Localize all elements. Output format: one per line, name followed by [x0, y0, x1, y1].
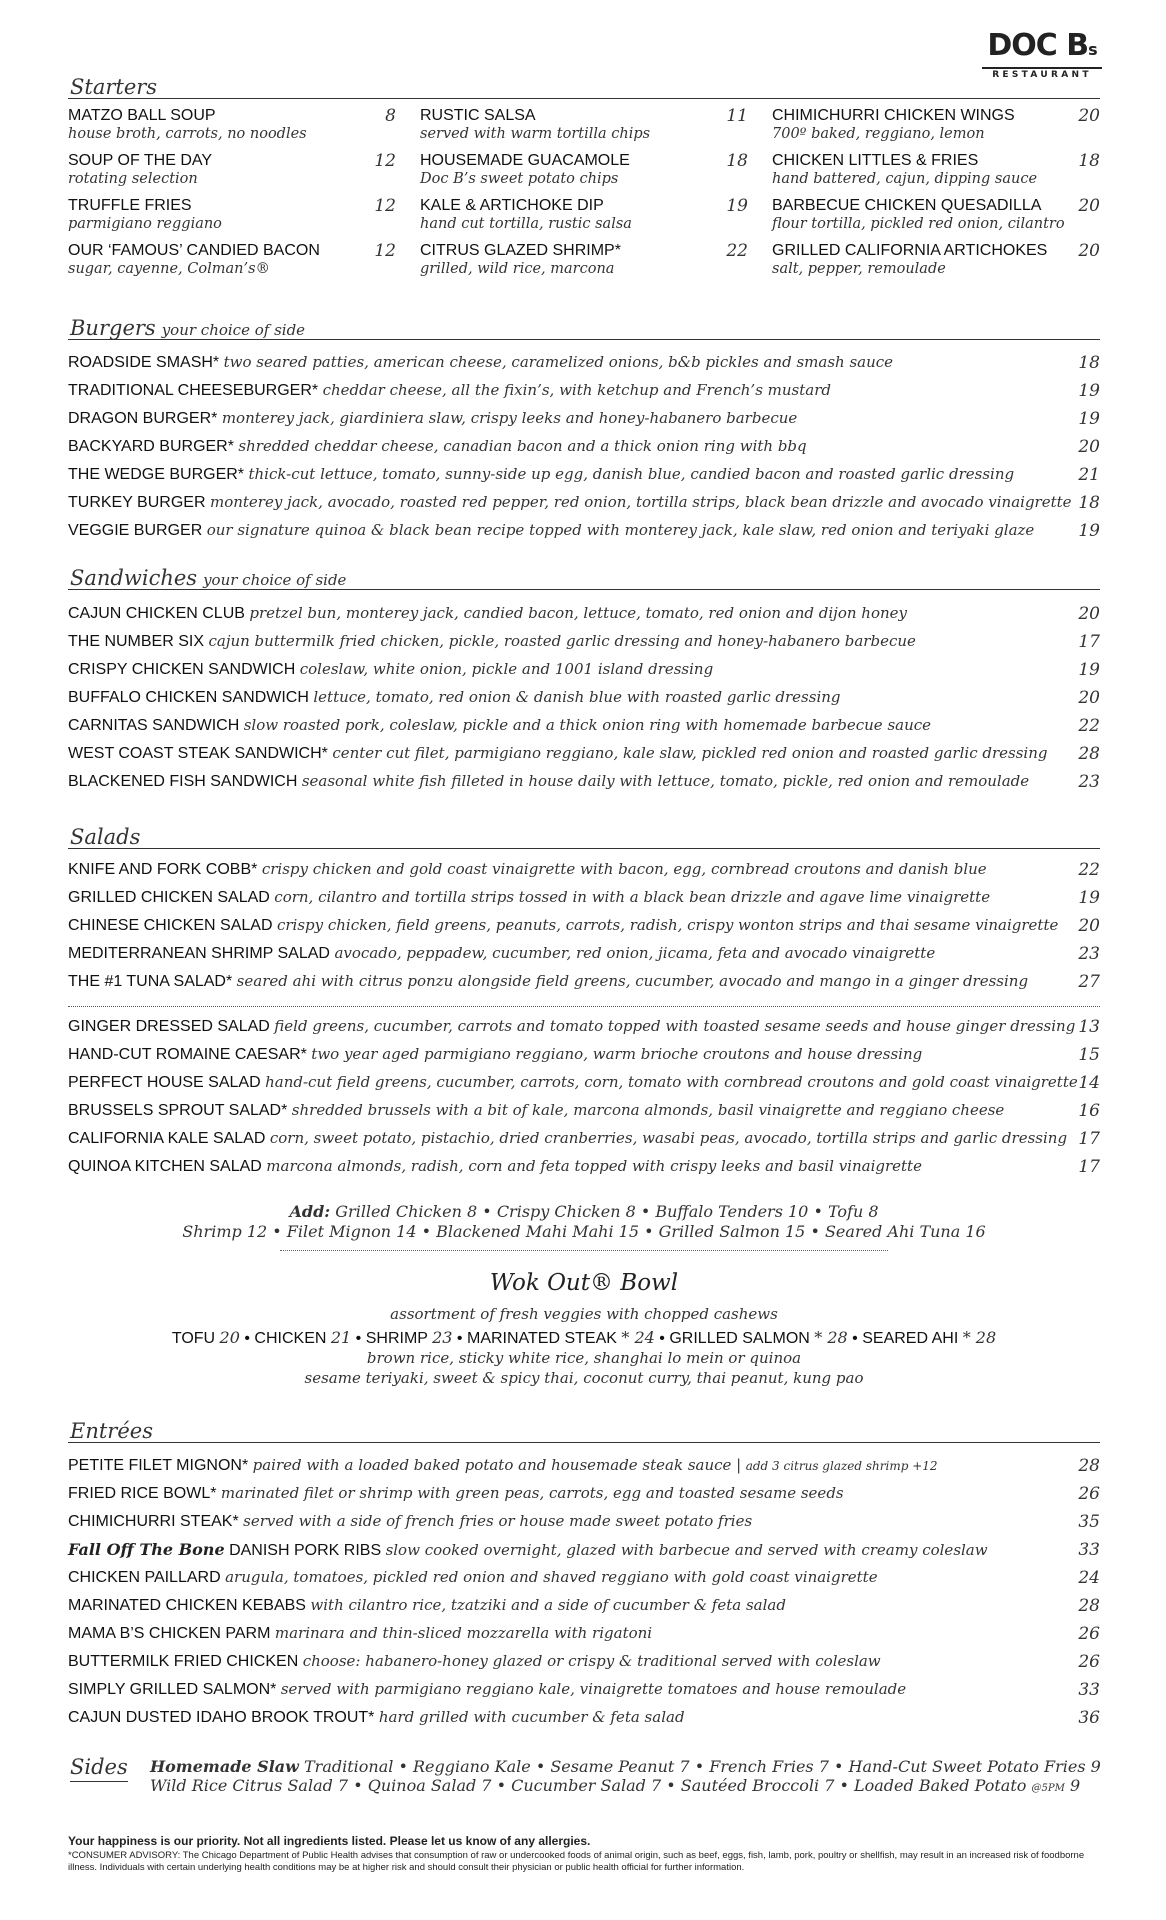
salads-header — [68, 822, 1100, 849]
item-name: ROADSIDE SMASH* — [68, 354, 220, 371]
menu-item — [68, 1652, 1100, 1680]
menu-item — [68, 353, 1100, 381]
menu-item — [68, 196, 396, 241]
menu-item — [68, 972, 1100, 1000]
item-name: HOUSEMADE GUACAMOLE — [420, 152, 630, 169]
wok-option-price: * 28 — [814, 1328, 848, 1347]
item-description: sugar, cayenne, Colman’s® — [68, 261, 271, 277]
burgers-section — [68, 313, 1100, 541]
item-description: marinara and thin-sliced mozzarella with rigatoni — [274, 1624, 653, 1642]
sandwiches-list — [68, 604, 1100, 800]
menu-item — [772, 106, 1100, 151]
item-description: pretzel bun, monterey jack, candied bacon, lettuce, tomato, red onion and dijon honey — [249, 604, 907, 622]
item-description: corn, sweet potato, pistachio, dried cranberries, wasabi peas, avocado, tortilla strips and garlic dressing — [269, 1129, 1068, 1147]
menu-item — [68, 1073, 1100, 1101]
item-name: CARNITAS SANDWICH — [68, 717, 240, 734]
item-price: 26 — [1078, 1624, 1100, 1644]
item-description: crispy chicken and gold coast vinaigrette with bacon, egg, cornbread croutons and danish blue — [261, 860, 987, 878]
salad-add-ons: Add: Grilled Chicken 8 • Crispy Chicken 8 • Buffalo Tenders 10 • Tofu 8 Shrimp 12 • Filet Mignon 14 • Blackened Mahi Mahi 15 • Grilled Salmon 15 • Seared Ahi Tuna 16 — [68, 1202, 1100, 1251]
item-description: served with warm tortilla chips — [420, 126, 651, 142]
item-price: 20 — [1078, 106, 1100, 126]
menu-item — [68, 1157, 1100, 1185]
menu-item — [68, 772, 1100, 800]
item-name: CRISPY CHICKEN SANDWICH — [68, 661, 296, 678]
item-description: hand-cut field greens, cucumber, carrots, corn, tomato with cornbread croutons and gold coast vinaigrette — [265, 1073, 1078, 1091]
item-price: 20 — [1078, 916, 1100, 936]
item-name: OUR ‘FAMOUS’ CANDIED BACON — [68, 242, 320, 259]
wok-option-price: 20 — [219, 1328, 240, 1347]
item-name: GRILLED CHICKEN SALAD — [68, 889, 270, 906]
item-description: seared ahi with citrus ponzu alongside field greens, cucumber, avocado and mango in a ginger dressing — [236, 972, 1029, 990]
menu-item — [68, 437, 1100, 465]
menu-item — [68, 888, 1100, 916]
item-name: CHIMICHURRI STEAK* — [68, 1513, 239, 1530]
item-name: WEST COAST STEAK SANDWICH* — [68, 745, 328, 762]
menu-item — [68, 1129, 1100, 1157]
starters-column — [68, 106, 396, 286]
item-description: crispy chicken, field greens, peanuts, carrots, radish, crispy wonton strips and thai sesame vinaigrette — [276, 916, 1059, 934]
item-description: served with parmigiano reggiano kale, vinaigrette tomatoes and house remoulade — [280, 1680, 907, 1698]
item-price: 27 — [1078, 972, 1100, 992]
burgers-header — [68, 313, 1100, 340]
menu-item — [68, 1708, 1100, 1736]
item-note-text: add 3 citrus glazed shrimp +12 — [745, 1459, 938, 1473]
section-title: Entrées — [70, 1419, 153, 1443]
divider — [68, 1006, 1100, 1007]
menu-item — [68, 632, 1100, 660]
item-note — [746, 1456, 938, 1474]
item-price: 23 — [1078, 772, 1100, 792]
item-name: FRIED RICE BOWL* — [68, 1485, 217, 1502]
sandwiches-section — [68, 563, 1100, 792]
item-price: 12 — [374, 241, 396, 261]
item-name: BACKYARD BURGER* — [68, 438, 234, 455]
item-name: MAMA B’S CHICKEN PARM — [68, 1625, 271, 1642]
entrees-section — [68, 1416, 1100, 1728]
menu-item — [68, 660, 1100, 688]
item-name: MATZO BALL SOUP — [68, 107, 216, 124]
item-name: DANISH PORK RIBS — [229, 1542, 382, 1559]
wok-option-name: SEARED AHI — [862, 1330, 959, 1347]
salads-section — [68, 822, 1100, 1177]
divider — [280, 1250, 888, 1251]
item-name: CHIMICHURRI CHICKEN WINGS — [772, 107, 1015, 124]
item-name: PETITE FILET MIGNON* — [68, 1457, 249, 1474]
item-description: parmigiano reggiano — [68, 216, 222, 232]
item-description: slow cooked overnight, glazed with barbecue and served with creamy coleslaw — [385, 1541, 988, 1559]
item-name: THE #1 TUNA SALAD* — [68, 973, 233, 990]
item-price: 16 — [1078, 1101, 1100, 1121]
item-price: 13 — [1078, 1017, 1100, 1037]
item-description: center cut filet, parmigiano reggiano, kale slaw, pickled red onion and roasted garlic dressing — [332, 744, 1048, 762]
item-price: 20 — [1078, 604, 1100, 624]
item-description: cajun buttermilk fried chicken, pickle, roasted garlic dressing and honey-habanero barbecue — [208, 632, 916, 650]
item-description: marcona almonds, radish, corn and feta topped with crispy leeks and basil vinaigrette — [266, 1157, 922, 1175]
separator: • — [654, 1330, 670, 1347]
item-price: 8 — [385, 106, 396, 126]
section-title: Starters — [70, 75, 158, 99]
item-description: slow roasted pork, coleslaw, pickle and a thick onion ring with homemade barbecue sauce — [243, 716, 932, 734]
menu-item — [68, 521, 1100, 549]
wok-option-name: TOFU — [171, 1330, 216, 1347]
menu-item — [420, 151, 748, 196]
menu-item — [68, 381, 1100, 409]
menu-item — [68, 1596, 1100, 1624]
item-name: BUFFALO CHICKEN SANDWICH — [68, 689, 309, 706]
menu-item — [68, 860, 1100, 888]
item-name: GRILLED CALIFORNIA ARTICHOKES — [772, 242, 1048, 259]
item-description: with cilantro rice, tzatziki and a side of cucumber & feta salad — [310, 1596, 786, 1614]
item-description: thick-cut lettuce, tomato, sunny-side up egg, danish blue, candied bacon and roasted garlic dressing — [248, 465, 1015, 483]
item-description: cheddar cheese, all the fixin’s, with ketchup and French’s mustard — [322, 381, 831, 399]
wok-option-name: SHRIMP — [365, 1330, 428, 1347]
starters-section — [68, 72, 1100, 302]
item-price: 26 — [1078, 1652, 1100, 1672]
menu-item — [68, 1456, 1100, 1484]
item-description: our signature quinoa & black bean recipe topped with monterey jack, kale slaw, red onion and teriyaki glaze — [206, 521, 1035, 539]
item-name: TRADITIONAL CHEESEBURGER* — [68, 382, 319, 399]
starters-column — [772, 106, 1100, 286]
item-price: 28 — [1078, 744, 1100, 764]
item-name: CALIFORNIA KALE SALAD — [68, 1130, 266, 1147]
item-price: 21 — [1078, 465, 1100, 485]
item-price: 19 — [1078, 521, 1100, 541]
menu-item — [68, 465, 1100, 493]
item-name: CHINESE CHICKEN SALAD — [68, 917, 273, 934]
item-price: 36 — [1078, 1708, 1100, 1728]
menu-item — [68, 744, 1100, 772]
item-price: 18 — [1078, 151, 1100, 171]
wok-option-price: 23 — [432, 1328, 453, 1347]
item-description: field greens, cucumber, carrots and tomato topped with toasted sesame seeds and house ginger dressing — [274, 1017, 1076, 1035]
item-name: BARBECUE CHICKEN QUESADILLA — [772, 197, 1042, 214]
menu-item — [772, 241, 1100, 286]
item-name: CHICKEN PAILLARD — [68, 1569, 221, 1586]
restaurant-logo: DOC Bs RESTAURANT — [982, 30, 1102, 80]
item-name: QUINOA KITCHEN SALAD — [68, 1158, 262, 1175]
item-price: 28 — [1078, 1456, 1100, 1476]
item-price: 15 — [1078, 1045, 1100, 1065]
item-description: marinated filet or shrimp with green peas, carrots, egg and toasted sesame seeds — [220, 1484, 844, 1502]
wok-option-price: * 28 — [962, 1328, 997, 1347]
item-description: rotating selection — [68, 171, 198, 187]
separator: • — [452, 1330, 467, 1347]
menu-item — [68, 688, 1100, 716]
item-price: 19 — [1078, 660, 1100, 680]
section-title: Sides — [70, 1755, 128, 1782]
item-name: PERFECT HOUSE SALAD — [68, 1074, 261, 1091]
item-name: DRAGON BURGER* — [68, 410, 218, 427]
item-description: two year aged parmigiano reggiano, warm brioche croutons and house dressing — [311, 1045, 923, 1063]
item-description: shredded brussels with a bit of kale, marcona almonds, basil vinaigrette and reggiano cheese — [291, 1101, 1005, 1119]
menu-item — [68, 493, 1100, 521]
item-price: 18 — [726, 151, 748, 171]
item-description: monterey jack, avocado, roasted red pepper, red onion, tortilla strips, black bean drizzle and avocado vinaigrette — [209, 493, 1072, 511]
wok-option-name: CHICKEN — [254, 1330, 327, 1347]
item-description: choose: habanero-honey glazed or crispy & traditional served with coleslaw — [302, 1652, 881, 1670]
item-price: 14 — [1078, 1073, 1100, 1093]
item-description: house broth, carrots, no noodles — [68, 126, 307, 142]
menu-item — [68, 1680, 1100, 1708]
wok-option-price: 21 — [330, 1328, 352, 1347]
item-name: BLACKENED FISH SANDWICH — [68, 773, 298, 790]
item-description: two seared patties, american cheese, caramelized onions, b&b pickles and smash sauce — [223, 353, 894, 371]
item-name: BUTTERMILK FRIED CHICKEN — [68, 1653, 299, 1670]
item-name: KNIFE AND FORK COBB* — [68, 861, 258, 878]
item-description: hand battered, cajun, dipping sauce — [772, 171, 1038, 187]
section-title: Sandwiches your choice of side — [70, 566, 347, 590]
item-description: avocado, peppadew, cucumber, red onion, jicama, feta and avocado vinaigrette — [334, 944, 936, 962]
item-description: Doc B’s sweet potato chips — [420, 171, 619, 187]
wok-title: Wok Out® Bowl — [489, 1270, 679, 1296]
burgers-list — [68, 353, 1100, 549]
item-description: coleslaw, white onion, pickle and 1001 island dressing — [299, 660, 714, 678]
item-description: lettuce, tomato, red onion & danish blue with roasted garlic dressing — [313, 688, 841, 706]
item-description: monterey jack, giardiniera slaw, crispy leeks and honey-habanero barbecue — [221, 409, 798, 427]
item-name: HAND-CUT ROMAINE CAESAR* — [68, 1046, 307, 1063]
starters-column — [420, 106, 748, 286]
menu-item — [68, 1512, 1100, 1540]
item-name: GINGER DRESSED SALAD — [68, 1018, 270, 1035]
separator: • — [239, 1330, 255, 1347]
starters-header — [68, 72, 1100, 99]
item-description: flour tortilla, pickled red onion, cilantro — [772, 216, 1065, 232]
item-price: 33 — [1078, 1680, 1100, 1700]
item-price: 17 — [1078, 1129, 1100, 1149]
item-price: 35 — [1078, 1512, 1100, 1532]
menu-item — [420, 106, 748, 151]
menu-item — [420, 241, 748, 286]
separator: • — [847, 1330, 863, 1347]
menu-item — [68, 1568, 1100, 1596]
item-price: 20 — [1078, 196, 1100, 216]
item-price: 20 — [1078, 437, 1100, 457]
menu-item — [68, 409, 1100, 437]
item-description: paired with a loaded baked potato and housemade steak sauce | — [252, 1456, 742, 1474]
menu-item — [68, 1101, 1100, 1129]
item-description: salt, pepper, remoulade — [772, 261, 946, 277]
item-name: CHICKEN LITTLES & FRIES — [772, 152, 979, 169]
item-name: BRUSSELS SPROUT SALAD* — [68, 1102, 288, 1119]
menu-item — [772, 151, 1100, 196]
item-name: CAJUN CHICKEN CLUB — [68, 605, 245, 622]
wok-option-price: * 24 — [621, 1328, 655, 1347]
item-name: CAJUN DUSTED IDAHO BROOK TROUT* — [68, 1709, 375, 1726]
item-description: seasonal white fish filleted in house daily with lettuce, tomato, pickle, red onion and remoulade — [301, 772, 1030, 790]
item-price: 19 — [1078, 888, 1100, 908]
sides-list: Homemade Slaw Traditional • Reggiano Kale • Sesame Peanut 7 • French Fries 7 • Hand-Cut Sweet Potato Fries 9 Wild Rice Citrus Salad 7 • Quinoa Salad 7 • Cucumber Salad 7 • Sautéed Broccoli 7 • Loaded Baked Potato @5PM 9 — [150, 1757, 1101, 1795]
item-price: 18 — [1078, 353, 1100, 373]
item-price: 20 — [1078, 241, 1100, 261]
menu-item — [68, 241, 396, 286]
item-name: THE NUMBER SIX — [68, 633, 205, 650]
section-title: Salads — [70, 825, 141, 849]
separator: • — [351, 1330, 366, 1347]
item-name: RUSTIC SALSA — [420, 107, 536, 124]
menu-item — [68, 1017, 1100, 1045]
item-price: 12 — [374, 196, 396, 216]
menu-item — [68, 1045, 1100, 1073]
item-price: 23 — [1078, 944, 1100, 964]
item-name: TRUFFLE FRIES — [68, 197, 192, 214]
item-price: 22 — [726, 241, 748, 261]
item-description: grilled, wild rice, marcona — [420, 261, 615, 277]
sandwiches-header — [68, 563, 1100, 590]
menu-item — [68, 944, 1100, 972]
item-price: 22 — [1078, 716, 1100, 736]
item-description: 700º baked, reggiano, lemon — [772, 126, 985, 142]
item-price: 26 — [1078, 1484, 1100, 1504]
item-name: KALE & ARTICHOKE DIP — [420, 197, 604, 214]
menu-item — [772, 196, 1100, 241]
menu-item — [68, 151, 396, 196]
entrees-header — [68, 1416, 1100, 1443]
consumer-advisory: *CONSUMER ADVISORY: The Chicago Department of Public Health advises that consumption of raw or undercooked foods of animal origin, such as beef, eggs, fish, lamb, pork, poultry or shellfish, may result in an increased risk of foodborne illness. Individuals with certain underlying health conditions may be at higher risk and should consult their physician or public health official for further information. — [68, 1850, 1085, 1873]
wok-out-bowl: Wok Out® Bowl assortment of fresh veggies with chopped cashews TOFU 20 • CHICKEN 21 • SHRIMP 23 • MARINATED STEAK * 24 • GRILLED SALMON * 28 • SEARED AHI * 28 brown rice, sticky white rice, shanghai lo mein or quinoa sesame teriyaki, sweet & spicy thai, coconut curry, thai peanut, kung pao — [68, 1270, 1100, 1388]
menu-item — [68, 916, 1100, 944]
item-price: 33 — [1078, 1540, 1100, 1560]
item-prefix: Fall Off The Bone — [68, 1540, 225, 1559]
item-price: 11 — [726, 106, 748, 126]
item-name: MEDITERRANEAN SHRIMP SALAD — [68, 945, 330, 962]
section-title: Burgers your choice of side — [70, 316, 306, 340]
menu-item — [68, 1624, 1100, 1652]
item-price: 19 — [726, 196, 748, 216]
item-price: 12 — [374, 151, 396, 171]
item-price: 28 — [1078, 1596, 1100, 1616]
item-description: served with a side of french fries or house made sweet potato fries — [243, 1512, 753, 1530]
menu-item — [68, 106, 396, 151]
item-description: corn, cilantro and tortilla strips tossed in with a black bean drizzle and agave lime vinaigrette — [274, 888, 991, 906]
footer — [68, 1835, 1100, 1874]
item-price: 17 — [1078, 632, 1100, 652]
menu-item — [420, 196, 748, 241]
item-description: hard grilled with cucumber & feta salad — [378, 1708, 685, 1726]
item-name: CITRUS GLAZED SHRIMP* — [420, 242, 621, 259]
entrees-list — [68, 1456, 1100, 1736]
item-price: 19 — [1078, 409, 1100, 429]
menu-item — [68, 716, 1100, 744]
item-description: hand cut tortilla, rustic salsa — [420, 216, 632, 232]
item-price: 18 — [1078, 493, 1100, 513]
item-name: TURKEY BURGER — [68, 494, 206, 511]
item-description: shredded cheddar cheese, canadian bacon and a thick onion ring with bbq — [238, 437, 807, 455]
item-price: 20 — [1078, 688, 1100, 708]
wok-options — [68, 1328, 1100, 1348]
wok-option-name: GRILLED SALMON — [669, 1330, 810, 1347]
wok-option-name: MARINATED STEAK — [466, 1330, 617, 1347]
item-name: SOUP OF THE DAY — [68, 152, 213, 169]
menu-item — [68, 1540, 1100, 1568]
allergy-notice: Your happiness is our priority. Not all ingredients listed. Please let us know of any allergies. — [68, 1834, 591, 1848]
item-price: 24 — [1078, 1568, 1100, 1588]
item-name: MARINATED CHICKEN KEBABS — [68, 1597, 306, 1614]
item-description: arugula, tomatoes, pickled red onion and shaved reggiano with gold coast vinaigrette — [225, 1568, 878, 1586]
item-price: 17 — [1078, 1157, 1100, 1177]
item-name: SIMPLY GRILLED SALMON* — [68, 1681, 277, 1698]
menu-item — [68, 1484, 1100, 1512]
salads-list — [68, 860, 1100, 1185]
item-name: THE WEDGE BURGER* — [68, 466, 245, 483]
item-price: 19 — [1078, 381, 1100, 401]
menu-item — [68, 604, 1100, 632]
item-price: 22 — [1078, 860, 1100, 880]
item-name: VEGGIE BURGER — [68, 522, 203, 539]
